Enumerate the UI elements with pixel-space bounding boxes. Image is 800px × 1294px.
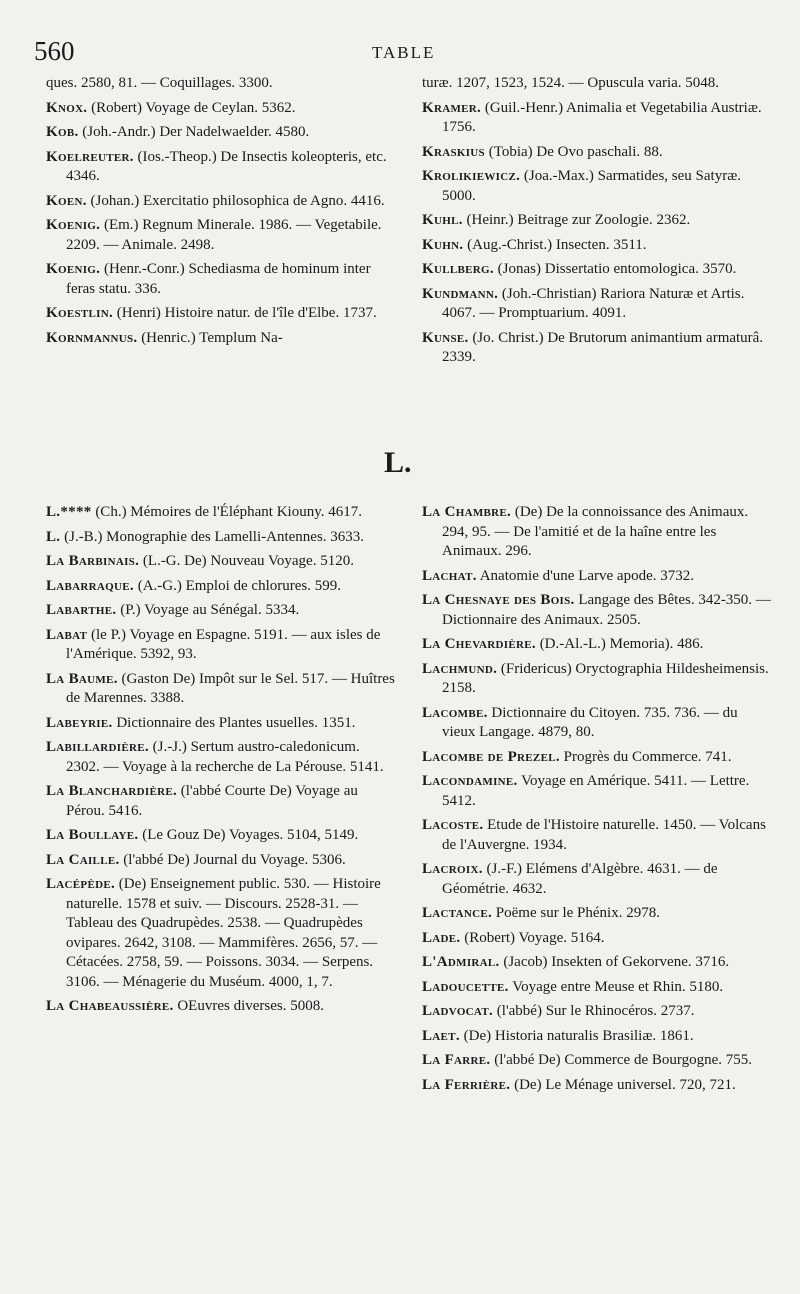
- entry-text: turæ. 1207, 1523, 1524. — Opuscula varia. 5048.: [422, 75, 720, 91]
- entry-text: OEuvres diverses. 5008.: [177, 998, 324, 1014]
- index-entry: [422, 1076, 774, 1096]
- index-entry: [46, 329, 396, 349]
- index-entry: [46, 216, 396, 255]
- entry-author: Koelreuter.: [46, 148, 134, 165]
- entry-author: Lacombe de Prezel.: [422, 748, 560, 765]
- entry-author: Lacépède.: [46, 876, 116, 892]
- index-entry: [46, 670, 396, 709]
- entry-author: La Ferrière.: [422, 1076, 511, 1093]
- index-entry: [422, 143, 774, 163]
- entry-author: Kundmann.: [422, 285, 499, 302]
- entry-author: Lade.: [422, 929, 461, 946]
- entry-author: Lacombe.: [422, 704, 488, 721]
- entry-text: (Guil.-Henr.) Animalia et Vegetabilia Austriæ. 1756.: [442, 99, 762, 135]
- entry-author: Koen.: [46, 192, 87, 209]
- entry-text: (De) Le Ménage universel. 720, 721.: [514, 1076, 736, 1093]
- entry-author: Lacroix.: [422, 861, 483, 877]
- index-entry: [46, 148, 396, 187]
- entry-text: (L.-G. De) Nouveau Voyage. 5120.: [142, 553, 354, 569]
- entry-author: L'Admiral.: [422, 954, 500, 970]
- entry-author: Kunse.: [422, 329, 469, 346]
- index-entry: [422, 503, 774, 562]
- entry-text: (A.-G.) Emploi de chlorures. 599.: [137, 577, 341, 594]
- entry-author: Kuhn.: [422, 236, 464, 253]
- entry-author: Krolikiewicz.: [422, 168, 521, 184]
- index-entry: [46, 74, 396, 94]
- index-entry: [46, 99, 396, 119]
- index-entry: [422, 953, 774, 973]
- running-head: TABLE: [372, 43, 436, 62]
- entry-text: (Em.) Regnum Minerale. 1986. — Vegetabile. 2209. — Animale. 2498.: [66, 217, 382, 253]
- index-entry: [422, 1002, 774, 1022]
- entry-author: Lacoste.: [422, 817, 484, 833]
- entry-text: ques. 2580, 81. — Coquillages. 3300.: [46, 75, 273, 91]
- entry-author: La Chevardière.: [422, 636, 536, 652]
- entry-author: La Chabeaussière.: [46, 998, 174, 1014]
- entry-text: (J.-F.) Elémens d'Algèbre. 4631. — de Géométrie. 4632.: [442, 861, 718, 897]
- index-entry: [422, 567, 774, 587]
- entry-text: (Joh.-Christian) Rariora Naturæ et Artis. 4067. — Promptuarium. 4091.: [442, 285, 745, 321]
- entry-text: Langage des Bêtes. 342-350. — Dictionnaire des Animaux. 2505.: [442, 592, 771, 628]
- entry-author: Labillardière.: [46, 739, 149, 755]
- entry-author: Knox.: [46, 99, 88, 116]
- index-entry: [46, 304, 396, 324]
- entry-author: La Chesnaye des Bois.: [422, 592, 575, 608]
- entry-text: (Henr.-Conr.) Schediasma de hominum inter feras statu. 336.: [66, 261, 371, 297]
- index-entry: [46, 260, 396, 299]
- index-entry: [46, 626, 396, 665]
- index-entry: [422, 591, 774, 630]
- section-letter: L.: [384, 446, 412, 479]
- index-entry: [46, 577, 396, 597]
- entry-text: (Fridericus) Oryctographia Hildesheimensis. 2158.: [442, 660, 769, 696]
- entry-text: (J.-J.) Sertum austro-caledonicum. 2302. — Voyage à la recherche de La Pérouse. 5141.: [66, 739, 384, 775]
- entry-author: Lachat.: [422, 567, 477, 584]
- entry-author: La Farre.: [422, 1052, 491, 1068]
- index-entry: [422, 860, 774, 899]
- entry-text: (Ios.-Theop.) De Insectis koleopteris, etc. 4346.: [66, 148, 387, 184]
- entry-text: (Gaston De) Impôt sur le Sel. 517. — Huîtres de Marennes. 3388.: [66, 670, 395, 706]
- entry-text: (Johan.) Exercitatio philosophica de Agno. 4416.: [90, 192, 385, 209]
- entry-author: Kuhl.: [422, 212, 463, 228]
- entry-author: Ladoucette.: [422, 978, 509, 995]
- entry-text: (Henric.) Templum Na-: [141, 329, 283, 346]
- entry-text: (D.-Al.-L.) Memoria). 486.: [539, 636, 704, 652]
- bottom-left-column: [46, 503, 396, 1022]
- entry-text: Voyage entre Meuse et Rhin. 5180.: [512, 978, 724, 995]
- entry-author: La Chambre.: [422, 504, 512, 520]
- entry-author: L.: [46, 528, 61, 545]
- entry-author: Lachmund.: [422, 660, 498, 677]
- index-entry: [46, 601, 396, 621]
- entry-author: L.****: [46, 504, 92, 520]
- entry-author: Kob.: [46, 124, 79, 140]
- entry-text: (De) Enseignement public. 530. — Histoire naturelle. 1578 et suiv. — Discours. 2528-31. — Tableau des Quadrupèdes. 2538. — Quadrupèdes ovipares. 2642, 3108. — Mammifères. 2656, 57. — Cétacées. 2758, 59. — Poissons. 3034. — Serpens. 3106. — Ménagerie du Muséum. 4000, 1, 7.: [66, 876, 381, 990]
- entry-text: (Aug.-Christ.) Insecten. 3511.: [467, 236, 647, 253]
- index-entry: [422, 816, 774, 855]
- entry-text: (l'abbé) Sur le Rhinocéros. 2737.: [496, 1003, 695, 1019]
- index-entry: [46, 826, 396, 846]
- entry-author: Labarthe.: [46, 602, 117, 618]
- index-entry: [46, 738, 396, 777]
- index-entry: [422, 74, 774, 94]
- index-entry: [422, 99, 774, 138]
- entry-text: (Le Gouz De) Voyages. 5104, 5149.: [142, 827, 359, 843]
- index-entry: [46, 875, 396, 992]
- index-entry: [46, 123, 396, 143]
- index-entry: [422, 329, 774, 368]
- index-entry: [422, 704, 774, 743]
- index-entry: [422, 260, 774, 280]
- entry-author: La Baume.: [46, 670, 118, 687]
- index-entry: [422, 772, 774, 811]
- entry-text: (Jacob) Insekten of Gekorvene. 3716.: [503, 954, 730, 970]
- entry-author: Laet.: [422, 1027, 460, 1044]
- entry-author: Koenig.: [46, 261, 101, 277]
- entry-text: Poëme sur le Phénix. 2978.: [495, 905, 660, 921]
- entry-author: Kullberg.: [422, 261, 494, 277]
- entry-author: Kornmannus.: [46, 329, 138, 346]
- index-entry: [422, 929, 774, 949]
- entry-text: Anatomie d'une Larve apode. 3732.: [479, 567, 695, 584]
- top-left-column: [46, 74, 396, 353]
- top-right-column: [422, 74, 774, 373]
- entry-text: (l'abbé De) Journal du Voyage. 5306.: [123, 851, 346, 868]
- entry-author: La Boullaye.: [46, 827, 139, 843]
- index-entry: [422, 660, 774, 699]
- entry-author: Labat: [46, 626, 88, 643]
- index-entry: [46, 782, 396, 821]
- entry-text: Etude de l'Histoire naturelle. 1450. — Volcans de l'Auvergne. 1934.: [442, 817, 766, 853]
- entry-text: (Joh.-Andr.) Der Nadelwaelder. 4580.: [82, 124, 310, 140]
- entry-author: Labarraque.: [46, 577, 134, 594]
- bottom-right-column: [422, 503, 774, 1100]
- index-entry: [46, 528, 396, 548]
- entry-text: (Joa.-Max.) Sarmatides, seu Satyræ. 5000.: [442, 168, 741, 204]
- entry-text: (Robert) Voyage de Ceylan. 5362.: [91, 99, 296, 116]
- entry-text: (Jonas) Dissertatio entomologica. 3570.: [497, 261, 737, 277]
- index-entry: [422, 978, 774, 998]
- entry-text: (Jo. Christ.) De Brutorum animantium armaturâ. 2339.: [442, 329, 764, 365]
- index-entry: [422, 904, 774, 924]
- page-number: 560: [34, 36, 75, 66]
- entry-text: (Henri) Histoire natur. de l'île d'Elbe. 1737.: [116, 305, 377, 321]
- entry-text: Dictionnaire des Plantes usuelles. 1351.: [116, 714, 356, 731]
- entry-text: Progrès du Commerce. 741.: [563, 748, 732, 765]
- entry-text: (l'abbé De) Commerce de Bourgogne. 755.: [494, 1052, 753, 1068]
- index-entry: [46, 997, 396, 1017]
- entry-text: (le P.) Voyage en Espagne. 5191. — aux isles de l'Amérique. 5392, 93.: [66, 626, 381, 662]
- index-entry: [422, 1051, 774, 1071]
- entry-text: (J.-B.) Monographie des Lamelli-Antennes. 3633.: [64, 528, 365, 545]
- entry-author: Labeyrie.: [46, 714, 113, 731]
- entry-author: Lactance.: [422, 905, 493, 921]
- entry-author: Kraskius: [422, 143, 485, 160]
- entry-text: (Ch.) Mémoires de l'Éléphant Kiouny. 4617.: [95, 504, 362, 520]
- entry-text: Voyage en Amérique. 5411. — Lettre. 5412.: [442, 773, 750, 809]
- entry-author: Kramer.: [422, 99, 482, 116]
- index-entry: [422, 635, 774, 655]
- entry-text: (Robert) Voyage. 5164.: [464, 929, 605, 946]
- entry-author: La Blanchardière.: [46, 783, 178, 799]
- entry-author: Lacondamine.: [422, 773, 518, 789]
- index-entry: [422, 167, 774, 206]
- index-entry: [46, 851, 396, 871]
- entry-author: Koestlin.: [46, 305, 114, 321]
- entry-text: (De) De la connoissance des Animaux. 294, 95. — De l'amitié et de la haîne entre les Animaux. 296.: [442, 504, 749, 559]
- index-entry: [422, 748, 774, 768]
- entry-text: (Heinr.) Beitrage zur Zoologie. 2362.: [466, 212, 691, 228]
- entry-author: Koenig.: [46, 217, 101, 233]
- entry-text: (P.) Voyage au Sénégal. 5334.: [120, 602, 300, 618]
- entry-author: La Barbinais.: [46, 553, 140, 569]
- entry-author: Ladvocat.: [422, 1003, 494, 1019]
- entry-text: (Tobia) De Ovo paschali. 88.: [488, 143, 663, 160]
- index-entry: [46, 714, 396, 734]
- index-entry: [46, 503, 396, 523]
- index-entry: [422, 285, 774, 324]
- entry-text: (l'abbé Courte De) Voyage au Pérou. 5416.: [66, 783, 358, 819]
- entry-author: La Caille.: [46, 851, 120, 868]
- entry-text: (De) Historia naturalis Brasiliæ. 1861.: [463, 1027, 694, 1044]
- index-entry: [46, 192, 396, 212]
- entry-text: Dictionnaire du Citoyen. 735. 736. — du vieux Langage. 4879, 80.: [442, 704, 738, 740]
- index-entry: [422, 1027, 774, 1047]
- index-entry: [46, 552, 396, 572]
- index-entry: [422, 236, 774, 256]
- index-entry: [422, 211, 774, 231]
